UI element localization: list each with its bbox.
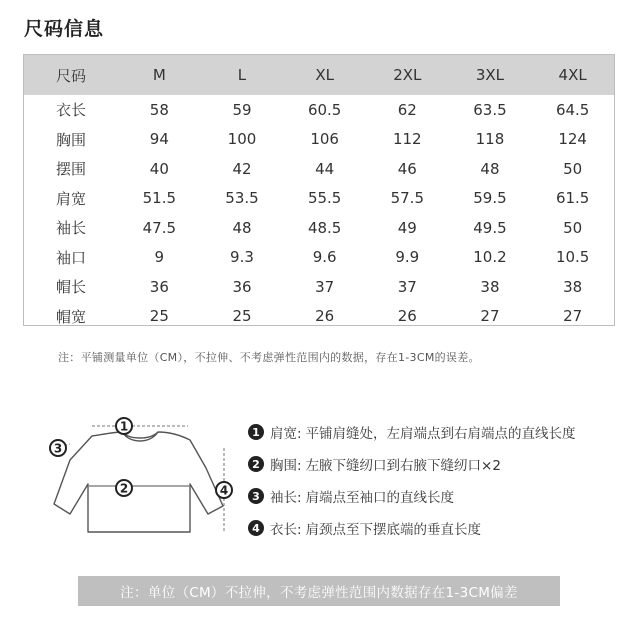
page-title: 尺码信息 [24,18,105,40]
table-cell: 57.5 [390,189,424,208]
legend-name: 肩宽: [270,426,302,442]
row-label: 摆围 [55,160,86,179]
marker-3-label: 3 [53,441,63,456]
garment-diagram [30,410,240,539]
table-cell: 25 [149,307,169,326]
table-row [24,154,614,184]
header-size-2: L [201,55,284,95]
table-cell: 112 [392,130,422,149]
legend-desc: 肩颈点至下摆底端的垂直长度 [305,522,482,538]
table-cell: 36 [149,277,169,296]
table-cell: 27 [563,307,583,326]
table-cell: 10.2 [473,248,507,267]
row-label: 袖口 [55,248,86,267]
row-label: 帽长 [55,278,86,297]
bottom-note-bar [78,576,560,606]
marker-2 [116,480,132,496]
table-cell: 49.5 [473,218,507,237]
table-row [24,302,614,332]
table-cell: 64.5 [555,100,590,119]
header-size-label: 尺码 [24,55,118,95]
table-cell: 27 [480,307,500,326]
table-row [24,95,614,125]
table-cell: 40 [149,159,169,178]
table-cell: 58 [149,100,169,119]
row-label: 帽宽 [55,307,86,326]
legend-item-length [248,512,576,544]
legend-desc: 肩端点至袖口的直线长度 [305,490,455,506]
garment-outline [54,432,223,532]
number-2-icon: 2 [248,456,264,472]
table-cell: 61.5 [555,189,590,208]
measurement-note: 注：平铺测量单位（CM），不拉伸、不考虑弹性范围内的数据，存在1-3CM的误差。 [58,351,480,364]
table-cell: 38 [480,277,500,296]
legend-desc: 左腋下缝纫口到右腋下缝纫口×2 [305,458,501,474]
table-cell: 50 [563,159,583,178]
table-row [24,125,614,155]
table-body [24,95,614,331]
marker-1-label: 1 [119,419,129,434]
table-cell: 48 [480,159,500,178]
legend-name: 衣长: [270,522,302,538]
table-cell: 50 [563,218,583,237]
size-table-container [23,54,615,326]
table-cell: 48.5 [307,218,342,237]
table-cell: 9.3 [230,248,254,267]
marker-1 [116,418,132,434]
legend-item-chest [248,448,576,480]
table-cell: 63.5 [473,100,507,119]
table-cell: 51.5 [142,189,177,208]
number-3-icon: 3 [248,488,264,504]
table-cell: 25 [232,307,252,326]
table-row [24,213,614,243]
table-cell: 46 [397,159,417,178]
row-label: 袖长 [55,219,86,238]
header-size-6: 4XL [531,55,614,95]
header-size-1: M [118,55,201,95]
table-cell: 10.5 [555,248,590,267]
legend-name: 袖长: [270,490,302,506]
table-cell: 44 [315,159,335,178]
table-cell: 9.6 [312,248,337,267]
table-cell: 94 [149,130,169,149]
legend-name: 胸围: [270,458,302,474]
table-cell: 100 [227,130,257,149]
table-header-row [24,55,614,95]
table-cell: 106 [310,130,339,149]
row-label: 肩宽 [55,189,86,208]
table-cell: 62 [397,100,417,119]
table-cell: 55.5 [307,189,342,208]
table-cell: 59 [232,100,252,119]
table-cell: 60.5 [307,100,342,119]
table-cell: 9 [154,248,165,267]
legend-item-sleeve [248,480,576,512]
header-size-3: XL [283,55,366,95]
table-cell: 26 [315,307,335,326]
number-4-icon: 4 [248,520,264,536]
table-cell: 118 [475,130,505,149]
table-cell: 124 [558,130,587,149]
marker-4-label: 4 [219,483,229,498]
table-cell: 53.5 [225,189,259,208]
bottom-note: 注：单位（CM）不拉伸，不考虑弹性范围内数据存在1-3CM偏差 [120,585,518,601]
table-cell: 9.9 [395,248,420,267]
number-1-icon: 1 [248,424,264,440]
legend-desc: 平铺肩缝处，左肩端点到右肩端点的直线长度 [305,426,576,442]
row-label: 衣长 [55,101,86,120]
marker-2-label: 2 [119,481,129,496]
marker-3 [50,440,66,456]
measurement-legend [248,416,576,544]
table-cell: 37 [397,277,417,296]
header-size-4: 2XL [366,55,449,95]
table-cell: 47.5 [142,218,177,237]
table-cell: 49 [397,218,417,237]
table-row [24,272,614,302]
row-label: 胸围 [55,130,86,149]
size-table [24,55,614,331]
marker-4 [216,482,232,498]
table-cell: 38 [563,277,583,296]
header-size-5: 3XL [449,55,532,95]
table-cell: 36 [232,277,252,296]
table-cell: 42 [232,159,252,178]
table-cell: 59.5 [473,189,507,208]
table-row [24,243,614,273]
table-row [24,184,614,214]
table-cell: 26 [397,307,417,326]
table-cell: 37 [315,277,335,296]
table-cell: 48 [232,218,252,237]
legend-item-shoulder [248,416,576,448]
